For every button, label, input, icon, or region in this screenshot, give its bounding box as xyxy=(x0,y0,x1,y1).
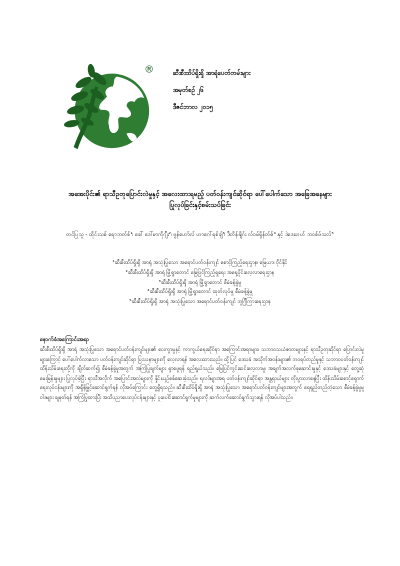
background-paragraph: ဆီးစီးထိပ်ရှိုးရှိ အာရုံ အသုံးပြုသော အရောင်ပတ်ဝန်းကျင်များ၏ ဝေးကွာမှုနှင့် ကာကွယ်ရေးဆိုင်ရာ အကြောင်းအရာများ၊ သဘာဝသယံဇာတများနှင့် ရာသီဥတုဆိုင်ရာ ပြောင်းလဲမှုများကြောင့် ပေါ်ပေါက်လာသော ပတ်ဝန်းကျင်ဆိုင်ရာ ပြဿနာများကို လေ့လာရန် အလေးထားသည်။ ထို့ပြင် ဒေသခံ အသိုက်အဝန်းများ၏ ဘဝရပ်တည်မှုနှင့် သဘာဝပတ်ဝန်းကျင် ထိန်းသိမ်းရေးတို့ကို ချိတ်ဆက်၍ စီမံခန့်ခွဲမှုအတွက် အကြံပြုချက်များ ရှာဖွေရန် ရည်ရွယ်သည်။ မြေပြင်ကွင်းဆင်းလေ့လာမှု၊ အချက်အလက်စုဆောင်းမှုနှင့် ဒေသခံများနှင့် တွေ့ဆုံမေးမြန်းမှုများ ပြုလုပ်ခဲ့ပြီး ရာသီအလိုက် အပြောင်းအလဲများကို နှိုင်းယှဉ်စစ်ဆေးခဲ့သည်။ ရလဒ်များအရ ပတ်ဝန်းကျင်ဆိုင်ရာ အန္တရာယ်များ တိုးပွားလာနေပြီး ထိန်းသိမ်းစောင့်ရှောက်ရေးလုပ်ငန်းများကို အရှိန်မြှင့်ဆောင်ရွက်ရန် လိုအပ်ကြောင်း တွေ့ရှိရသည်။ ဆီးစီးထိပ်ရှိုးရှိ အာရုံ အသုံးပြုသော အရောင်ပတ်ဝန်းကျင်များအတွက် ရေရှည်တည်တံ့သော စီမံခန့်ခွဲမှုမူဝါဒများ ချမှတ်ရန် အကြံပြုထားပြီး အသိပညာပေးလုပ်ငန်းများနှင့် ပူးပေါင်းဆောင်ရွက်မှုများကို ဆက်လက်ဆောင်ရွက်သွားရန် လိုအပ်ပါသည်။ xyxy=(40,347,364,401)
background-section xyxy=(40,336,364,404)
journal-date: ဒီဇင်ဘာလ ၂၀၁၅ xyxy=(173,104,214,111)
affiliation-item: ³ဆီးစီးထိပ်ရှိုးရှိ အာရုံ မြို့ရွာတောင် စီမံခန့်ခွဲမှု xyxy=(158,279,242,286)
affiliation-item: ⁴ဆီးစီးထိပ်ရှိုးရှိ အာရုံ မြို့ရွာတောင် ထုတ်လုပ်မှု စီမံခန့်ခွဲမှု xyxy=(147,289,253,296)
journal-header xyxy=(173,70,373,121)
article-title-line-1: အအေးပိုင်း၏ ရာသီဥတုပြောင်းလဲမှုနှင့် အလေးထားရမည့် ပတ်ဝန်းကျင်ဆိုင်ရာ ပေါ်ပေါက်သော အခြေအနေများ xyxy=(68,190,332,198)
organization-logo xyxy=(58,57,156,155)
affiliation-item: ²ဆီးစီးထိပ်ရှိုးရှိ အာရုံ မြို့ရွာတောင် မြေပြင်ကြည့်ရှုရေး အရှေ့ပိုင်းလေ့လာရေးဌာန xyxy=(125,269,275,276)
author-affiliations xyxy=(40,259,360,308)
article-title-line-2: ပြုလုပ်ခြင်းနှင့်စမ်းသပ်ခြင်း xyxy=(169,201,231,209)
article-authors: တင်ပြသူ - ထိုင်းသစ် ရောဘတ်စ်¹၊ ခေါ် ဒေါ်မာကိုဂျီး²၊ ဗွန်ဟော်လ် ဟာဂေါ်ရစ်ချ်³၊ ဒီတိန်ချိဂ်း လ်ဝမ်ရှိန်တ်ဇ်⁴ နှင့် ဒဲဒေးဟဟ် ဘ၀စ်ဖ်သလ်⁵ xyxy=(66,232,334,238)
affiliation-item: ¹ဆီးစီးထိပ်ရှိုးရှိ အာရုံ အသုံးပြုသော အရောင်ပတ်ဝန်းကျင် စောင့်ကြည့်ရေးဌာန၊ မြေယာ၊ ဝိုင်နိုင် xyxy=(112,260,288,266)
journal-name: ဆီးစီးထိပ်ရှိုးရှိ အာရုံပေတ်တမ်းများ xyxy=(173,70,251,77)
affiliation-item: ⁵ဆီးစီးထိပ်ရှိုးရှိ အာရုံ အသုံးပြုသော အရောင်ပတ်ဝန်းကျင် ဘူဂြီကြားရေးဌာန xyxy=(129,299,271,306)
journal-volume: အမှတ်စဉ် ၂၆ xyxy=(173,87,204,94)
background-heading: နောက်ခံအကြောင်းအရာ xyxy=(40,337,90,343)
registered-mark: ® xyxy=(144,64,155,76)
article-title xyxy=(40,189,360,211)
